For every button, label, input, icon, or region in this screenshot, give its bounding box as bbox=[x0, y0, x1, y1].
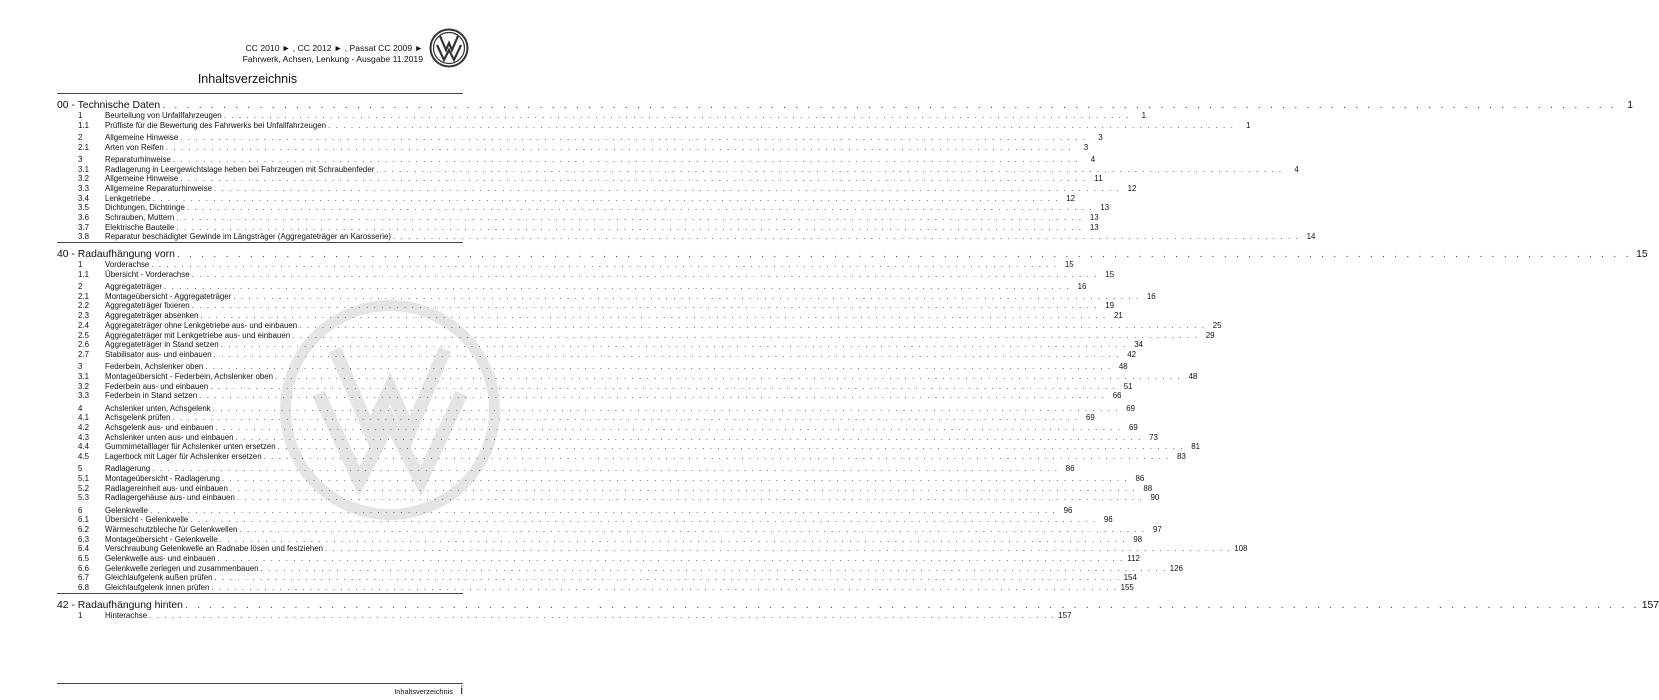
section-title: 40 - Radaufhängung vorn bbox=[57, 249, 175, 261]
leader-dots: . . . . . . . . . . . . . . . . . . . . . . . . . . . . . . . . . . . . . . . . . . . . . . . . . . . . . . . . . . . . . . . . . . . . . . . . . . . . . . . . . . . . . . . . . . . . . . . . . . . . . . . . . . . . . . . . . . . . . . . . bbox=[176, 222, 1083, 232]
entry-number: 1 bbox=[78, 110, 83, 120]
entry-page: 66 bbox=[1112, 391, 1122, 401]
toc-entry[interactable] bbox=[57, 120, 1251, 131]
leader-dots: . . . . . . . . . . . . . . . . . . . . . . . . . . . . . . . . . . . . . . . . . . . . . . . . . . . . . . . . . . . . . . . . . . . . . . . . . . . . . . . . . . . . . . . . . . . . . . . . . . . . . . . . . . . . . . . . . . . . . . . . bbox=[172, 154, 1080, 164]
entry-number: 3.7 bbox=[78, 222, 89, 232]
toc-entry[interactable] bbox=[57, 464, 1075, 474]
entry-page: 15 bbox=[1105, 269, 1115, 279]
entry-page: 14 bbox=[1306, 232, 1316, 242]
toc-section bbox=[57, 593, 1659, 621]
leader-dots: . . . . . . . . . . . . . . . . . . . . . . . . . . . . . . . . . . . . . . . . . . . . . . . . . . . . . . . . . . . . . . . . . . . . . . . . . . . . . . . . . . . . . . . . . . . . . . . . . . . . . . . . . . . . . . . . . . . . . . . . bbox=[205, 362, 1112, 372]
entry-page: 4 bbox=[1294, 164, 1299, 174]
toc-entry[interactable] bbox=[57, 403, 1136, 414]
entry-title: Gelenkwelle bbox=[105, 505, 148, 515]
page-header bbox=[0, 0, 495, 68]
entry-title: Lagerbock mit Lager für Achslenker ersetzen bbox=[105, 451, 262, 461]
entry-number: 1.1 bbox=[78, 120, 89, 130]
leader-dots: . . . . . . . . . . . . . . . . . . . . . . . . . . . . . . . . . . . . . . . . . . . . . . . . . . . . . . . . . . . . . . . . . . . . . . . . . . . . . . . . . . . . . . . . . . . . . . . . . . . . . . . . . . . . . . . . . . . . . . . . bbox=[191, 269, 1099, 279]
leader-dots: . . . . . . . . . . . . . . . . . . . . . . . . . . . . . . . . . . . . . . . . . . . . . . . . . . . . . . . . . . . . . . . . . . . . . . . . . . . . . . . . . . . . . . . . . . . . . . . . . . . . . . . . . . . . . . . . . . . . . . . . bbox=[149, 505, 1057, 515]
section-page: 157 bbox=[1641, 599, 1659, 611]
leader-dots: . . . . . . . . . . . . . . . . . . . . . . . . . . . . . . . . . . . . . . . . . . . . . . . . . . . . . . . . . . . . . . . . . . . . . . . . . . . . . . . . . . . . . . . . . . . . . . . . . . . . . . . . . . . . . . . . . . . . . . . . bbox=[212, 403, 1120, 413]
leader-dots: . . . . . . . . . . . . . . . . . . . . . . . . . . . . . . . . . . . . . . . . . . . . . . . . . . . . . . . . . . . . . . . . . . . . . . . . . . . . . . . . . . . . . . . . . . . . . . . . . . . . . . . . . . . . . . . . . . . . . . . . bbox=[233, 291, 1140, 301]
entry-page: 29 bbox=[1205, 330, 1215, 340]
toc-entry[interactable] bbox=[57, 269, 1115, 280]
entry-title: Aggregateträger ohne Lenkgetriebe aus- und einbauen bbox=[105, 320, 298, 330]
footer-label: Inhaltsverzeichnis bbox=[394, 687, 453, 696]
entry-page: 69 bbox=[1126, 403, 1136, 413]
entry-page: 19 bbox=[1105, 301, 1115, 311]
entry-title: Aggregateträger bbox=[105, 282, 163, 292]
entry-title: Gleichlaufgelenk innen prüfen bbox=[105, 583, 210, 593]
section-title: 00 - Technische Daten bbox=[57, 100, 161, 111]
entry-page: 48 bbox=[1188, 371, 1198, 381]
entry-page: 96 bbox=[1103, 515, 1113, 525]
entry-title: Gummimetalllager für Achslenker unten ersetzen bbox=[105, 442, 276, 452]
entry-title: Aggregateträger in Stand setzen bbox=[105, 340, 219, 350]
toc-entry[interactable] bbox=[57, 563, 1183, 574]
entry-title: Montageübersicht - Radlagerung bbox=[105, 473, 220, 483]
footer-page-number: i bbox=[460, 683, 463, 697]
entry-page: 21 bbox=[1114, 311, 1123, 321]
entry-number: 6.4 bbox=[78, 544, 89, 554]
toc-entry[interactable] bbox=[57, 473, 1145, 484]
entry-title: Verschraubung Gelenkwelle an Radnabe lösen und festziehen bbox=[105, 544, 324, 554]
leader-dots: . . . . . . . . . . . . . . . . . . . . . . . . . . . . . . . . . . . . . . . . . . . . . . . . . . . . . . . . . . . . . . . . . . . . . . . . . . . . . . . . . . . . . . . . . . . . . . . . . . . . . . . . . . . . . . . . . . . . . . . . bbox=[299, 320, 1206, 330]
table-of-contents bbox=[57, 93, 1659, 620]
entry-page: 3 bbox=[1083, 142, 1089, 152]
section-title: 42 - Radaufhängung hinten bbox=[57, 599, 183, 611]
toc-entry[interactable] bbox=[57, 232, 1316, 242]
leader-dots: . . . . . . . . . . . . . . . . . . . . . . . . . . . . . . . . . . . . . . . . . . . . . . . . . . . . . . . . . . . . . . . . . . . . . . . . . . . . . . . . . . . . . . . . . . . . . . . . . . . . . . . . . . . . . . . . . . . . . . . . bbox=[151, 260, 1058, 270]
entry-number: 6.5 bbox=[78, 554, 89, 564]
toc-section-heading[interactable] bbox=[57, 94, 1633, 111]
section-page: 1 bbox=[1627, 100, 1633, 111]
entry-title: Dichtungen, Dichtringe bbox=[105, 203, 185, 213]
toc-entry[interactable] bbox=[57, 391, 1122, 401]
leader-dots: . . . . . . . . . . . . . . . . . . . . . . . . . . . . . . . . . . . . . . . . . . . . . . . . . . . . . . . . . . . . . . . . . . . . . . . . . . . . . . . . . . . . . . . . . . . . . . . . . . . . . . . . . . . . . . . . . . . . . . . . bbox=[213, 349, 1120, 359]
toc-entry[interactable] bbox=[57, 260, 1074, 270]
entry-number: 3 bbox=[78, 154, 83, 164]
entry-number: 6.1 bbox=[78, 515, 89, 525]
entry-number: 2.7 bbox=[78, 349, 89, 359]
toc-entry[interactable] bbox=[57, 413, 1095, 423]
leader-dots: . . . . . . . . . . . . . . . . . . . . . . . . . . . . . . . . . . . . . . . . . . . . . . . . . . . . . . . . . . . . . . . . . . . . . . . . . . . . . . . . . . . . . . . . . . . . . . . . . . . . . . . . . . . . . . . . . . . . . . . . bbox=[176, 213, 1083, 223]
entry-title: Wärmeschutzbleche für Gelenkwellen bbox=[105, 524, 238, 534]
entry-title: Hinterachse bbox=[105, 610, 148, 620]
entry-title: Gelenkwelle zerlegen und zusammenbauen bbox=[105, 563, 259, 573]
section-page: 15 bbox=[1636, 249, 1648, 261]
toc-entry[interactable] bbox=[57, 534, 1143, 545]
entry-title: Reparatur beschädigter Gewinde im Längsträger (Aggregateträger an Karosserie) bbox=[105, 232, 391, 242]
toc-entry[interactable] bbox=[57, 524, 1162, 535]
leader-dots: . . . . . . . . . . . . . . . . . . . . . . . . . . . . . . . . . . . . . . . . . . . . . . . . . . . . . . . . . . . . . . . . . . . . . . . . . . . . . . . . . . . . . . . . . . . . . . . . . . . . . . . . . . . . . . . . . . . . . . . . bbox=[172, 413, 1079, 423]
toc-entry[interactable] bbox=[57, 610, 1072, 621]
entry-title: Federbein, Achslenker oben bbox=[105, 362, 204, 372]
entry-page: 86 bbox=[1135, 473, 1145, 483]
toc-entry[interactable] bbox=[57, 583, 1134, 593]
entry-number: 2.1 bbox=[78, 142, 89, 152]
entry-title: Reparaturhinweise bbox=[105, 154, 171, 164]
entry-number: 1 bbox=[78, 260, 83, 270]
leader-dots: . . . . . . . . . . . . . . . . . . . . . . . . . . . . . . . . . . . . . . . . . . . . . . . . . . . . . . . . . . . . . . . . . . . . . . . . . . . . . . . . . . . . . . . . . . . . . . . . . . . . . . . . . . . . . . . . . . . . . . . . bbox=[152, 193, 1059, 203]
page-title: Inhaltsverzeichnis bbox=[197, 72, 298, 86]
entry-page: 34 bbox=[1134, 340, 1143, 350]
entry-title: Montageübersicht - Federbein, Achslenker oben bbox=[105, 371, 273, 381]
entry-page: 81 bbox=[1191, 442, 1200, 452]
toc-entry[interactable] bbox=[57, 493, 1160, 503]
toc-entry[interactable] bbox=[57, 349, 1136, 360]
entry-number: 2 bbox=[78, 132, 83, 142]
toc-entry[interactable] bbox=[57, 432, 1158, 443]
leader-dots: . . . . . . . . . . . . . . . . . . . . . . . . . . . . . . . . . . . . . . . . . . . . . . . . . . . . . . . . . . . . . . . . . . . . . . . . . . . . . . . . . . . . . . . . . . . . . . . . . . . . . . . . . . . . . . . . . . . . . . . . bbox=[164, 282, 1071, 292]
leader-dots: . . . . . . . . . . . . . . . . . . . . . . . . . . . . . . . . . . . . . . . . . . . . . . . . . . . . . . . . . . . . . . . . . . . . . . . . . . . . . . . . . . . . . . . . . . . . . . . . . . . . . . . . . . . . . . . . . . . . . . . . bbox=[165, 142, 1073, 152]
entry-title: Gelenkwelle aus- und einbauen bbox=[105, 554, 216, 564]
entry-title: Federbein aus- und einbauen bbox=[105, 381, 209, 391]
leader-dots: . . . . . . . . . . . . . . . . . . . . . . . . . . . . . . . . . . . . . . . . . . . . . . . . . . . . . . . . . . . . . . . . . . . . . . . . . . . . . . . . . . . . . . . . . . . . . . . . . . . . . . . . . . . . . . . . . . . . . . . . bbox=[328, 120, 1235, 130]
entry-title: Allgemeine Hinweise bbox=[105, 132, 179, 142]
leader-dots: . . . . . . . . . . . . . . . . . . . . . . . . . . . . . . . . . . . . . . . . . . . . . . . . . . . . . . . . . . . . . . . . . . . . . . . . . . . . . . . . . . . . . . . . . . . . . . . . . . . . . . . . . . . . . . . . . . . . . . . . bbox=[239, 524, 1146, 534]
leader-dots: . . . . . . . . . . . . . . . . . . . . . . . . . . . . . . . . . . . . . . . . . . . . . . . . . . . . . . . . . . . . . . . . . . . . . . . . . . . . . . . . . . . . . . . . . . . . . . . . . . . . . . . . . . . . . . . . . . . . . . . . bbox=[229, 483, 1137, 493]
leader-dots: . . . . . . . . . . . . . . . . . . . . . . . . . . . . . . . . . . . . . . . . . . . . . . . . . . . . . . . . . . . . . . . . . . . . . . . . . . . . . . . . . . . . . . . . . . . . . . . . . . . . . . . . . . . . . . . . . . . . . . . . bbox=[162, 100, 1617, 111]
leader-dots: . . . . . . . . . . . . . . . . . . . . . . . . . . . . . . . . . . . . . . . . . . . . . . . . . . . . . . . . . . . . . . . . . . . . . . . . . . . . . . . . . . . . . . . . . . . . . . . . . . . . . . . . . . . . . . . . . . . . . . . . bbox=[191, 301, 1099, 311]
entry-number: 3.5 bbox=[78, 203, 89, 213]
leader-dots: . . . . . . . . . . . . . . . . . . . . . . . . . . . . . . . . . . . . . . . . . . . . . . . . . . . . . . . . . . . . . . . . . . . . . . . . . . . . . . . . . . . . . . . . . . . . . . . . . . . . . . . . . . . . . . . . . . . . . . . . bbox=[275, 371, 1182, 381]
entry-page: 1 bbox=[1141, 110, 1147, 120]
entry-page: 112 bbox=[1127, 554, 1140, 564]
entry-page: 12 bbox=[1066, 193, 1075, 203]
leader-dots: . . . . . . . . . . . . . . . . . . . . . . . . . . . . . . . . . . . . . . . . . . . . . . . . . . . . . . . . . . . . . . . . . . . . . . . . . . . . . . . . . . . . . . . . . . . . . . . . . . . . . . . . . . . . . . . . . . . . . . . . bbox=[376, 164, 1283, 174]
toc-entry[interactable] bbox=[57, 311, 1123, 321]
entry-number: 4.3 bbox=[78, 432, 89, 442]
vw-logo-icon bbox=[429, 28, 469, 68]
entry-page: 15 bbox=[1064, 260, 1074, 270]
toc-entry[interactable] bbox=[57, 213, 1099, 223]
leader-dots: . . . . . . . . . . . . . . . . . . . . . . . . . . . . . . . . . . . . . . . . . . . . . . . . . . . . . . . . . . . . . . . . . . . . . . . . . . . . . . . . . . . . . . . . . . . . . . . . . . . . . . . . . . . . . . . . . . . . . . . . bbox=[180, 174, 1087, 184]
entry-title: Achslenker unten aus- und einbauen bbox=[105, 432, 234, 442]
leader-dots: . . . . . . . . . . . . . . . . . . . . . . . . . . . . . . . . . . . . . . . . . . . . . . . . . . . . . . . . . . . . . . . . . . . . . . . . . . . . . . . . . . . . . . . . . . . . . . . . . . . . . . . . . . . . . . . . . . . . . . . . bbox=[149, 610, 1056, 620]
entry-page: 16 bbox=[1077, 282, 1087, 292]
toc-entry[interactable] bbox=[57, 203, 1110, 213]
entry-number: 3 bbox=[78, 362, 83, 372]
toc-entry[interactable] bbox=[57, 573, 1137, 583]
entry-title: Gleichlaufgelenk außen prüfen bbox=[105, 573, 213, 583]
entry-number: 5.1 bbox=[78, 473, 89, 483]
entry-number: 4.1 bbox=[78, 413, 89, 423]
toc-entry[interactable] bbox=[57, 362, 1128, 372]
entry-number: 3.4 bbox=[78, 193, 89, 203]
entry-number: 3.3 bbox=[78, 183, 89, 193]
entry-number: 2.1 bbox=[78, 291, 89, 301]
leader-dots: . . . . . . . . . . . . . . . . . . . . . . . . . . . . . . . . . . . . . . . . . . . . . . . . . . . . . . . . . . . . . . . . . . . . . . . . . . . . . . . . . . . . . . . . . . . . . . . . . . . . . . . . . . . . . . . . . . . . . . . . bbox=[221, 473, 1129, 483]
entry-page: 97 bbox=[1153, 524, 1162, 534]
entry-page: 13 bbox=[1089, 213, 1099, 223]
entry-page: 83 bbox=[1177, 451, 1186, 461]
entry-title: Übersicht - Vorderachse bbox=[105, 269, 190, 279]
toc-entry[interactable] bbox=[57, 505, 1073, 516]
toc-entry[interactable] bbox=[57, 340, 1143, 350]
entry-title: Beurteilung von Unfallfahrzeugen bbox=[105, 110, 222, 120]
entry-title: Montageübersicht - Aggregateträger bbox=[105, 291, 232, 301]
model-line: CC 2010 ► , CC 2012 ► , Passat CC 2009 ► bbox=[245, 43, 423, 53]
entry-page: 69 bbox=[1085, 413, 1095, 423]
toc-entry[interactable] bbox=[57, 371, 1198, 382]
toc-entry[interactable] bbox=[57, 154, 1096, 165]
entry-number: 3.6 bbox=[78, 213, 89, 223]
entry-page: 51 bbox=[1123, 381, 1133, 391]
toc-entry[interactable] bbox=[57, 320, 1222, 331]
entry-number: 4.2 bbox=[78, 422, 89, 432]
entry-number: 2 bbox=[78, 282, 83, 292]
leader-dots: . . . . . . . . . . . . . . . . . . . . . . . . . . . . . . . . . . . . . . . . . . . . . . . . . . . . . . . . . . . . . . . . . . . . . . . . . . . . . . . . . . . . . . . . . . . . . . . . . . . . . . . . . . . . . . . . . . . . . . . . bbox=[292, 330, 1199, 340]
entry-number: 3.3 bbox=[78, 391, 89, 401]
entry-number: 4 bbox=[78, 403, 83, 413]
leader-dots: . . . . . . . . . . . . . . . . . . . . . . . . . . . . . . . . . . . . . . . . . . . . . . . . . . . . . . . . . . . . . . . . . . . . . . . . . . . . . . . . . . . . . . . . . . . . . . . . . . . . . . . . . . . . . . . . . . . . . . . . bbox=[217, 554, 1124, 564]
toc-entry[interactable] bbox=[57, 110, 1147, 121]
leader-dots: . . . . . . . . . . . . . . . . . . . . . . . . . . . . . . . . . . . . . . . . . . . . . . . . . . . . . . . . . . . . . . . . . . . . . . . . . . . . . . . . . . . . . . . . . . . . . . . . . . . . . . . . . . . . . . . . . . . . . . . . bbox=[152, 464, 1059, 474]
toc-entry[interactable] bbox=[57, 422, 1138, 433]
toc-section bbox=[57, 93, 1633, 242]
toc-entry[interactable] bbox=[57, 301, 1115, 311]
toc-section-heading[interactable] bbox=[57, 243, 1648, 261]
entry-title: Schrauben, Muttern bbox=[105, 213, 175, 223]
entry-page: 1 bbox=[1246, 120, 1251, 130]
entry-page: 13 bbox=[1100, 203, 1110, 213]
entry-page: 108 bbox=[1234, 544, 1248, 554]
entry-number: 6.8 bbox=[78, 583, 89, 593]
leader-dots: . . . . . . . . . . . . . . . . . . . . . . . . . . . . . . . . . . . . . . . . . . . . . . . . . . . . . . . . . . . . . . . . . . . . . . . . . . . . . . . . . . . . . . . . . . . . . . . . . . . . . . . . . . . . . . . . . . . . . . . . bbox=[214, 183, 1121, 193]
entry-page: 16 bbox=[1146, 291, 1156, 301]
entry-page: 69 bbox=[1128, 422, 1138, 432]
entry-number: 4.5 bbox=[78, 451, 89, 461]
toc-entry[interactable] bbox=[57, 222, 1099, 233]
leader-dots: . . . . . . . . . . . . . . . . . . . . . . . . . . . . . . . . . . . . . . . . . . . . . . . . . . . . . . . . . . . . . . . . . . . . . . . . . . . . . . . . . . . . . . . . . . . . . . . . . . . . . . . . . . . . . . . . . . . . . . . . bbox=[220, 340, 1127, 350]
entry-number: 1.1 bbox=[78, 269, 89, 279]
leader-dots: . . . . . . . . . . . . . . . . . . . . . . . . . . . . . . . . . . . . . . . . . . . . . . . . . . . . . . . . . . . . . . . . . . . . . . . . . . . . . . . . . . . . . . . . . . . . . . . . . . . . . . . . . . . . . . . . . . . . . . . . bbox=[223, 110, 1131, 120]
entry-title: Übersicht - Gelenkwelle bbox=[105, 515, 189, 525]
toc-entry[interactable] bbox=[57, 451, 1186, 462]
entry-number: 3.8 bbox=[78, 232, 89, 242]
leader-dots: . . . . . . . . . . . . . . . . . . . . . . . . . . . . . . . . . . . . . . . . . . . . . . . . . . . . . . . . . . . . . . . . . . . . . . . . . . . . . . . . . . . . . . . . . . . . . . . . . . . . . . . . . . . . . . . . . . . . . . . . bbox=[392, 232, 1300, 242]
toc-section bbox=[57, 242, 1648, 593]
leader-dots: . . . . . . . . . . . . . . . . . . . . . . . . . . . . . . . . . . . . . . . . . . . . . . . . . . . . . . . . . . . . . . . . . . . . . . . . . . . . . . . . . . . . . . . . . . . . . . . . . . . . . . . . . . . . . . . . . . . . . . . . bbox=[214, 573, 1121, 583]
entry-title: Allgemeine Hinweise bbox=[105, 174, 179, 184]
leader-dots: . . . . . . . . . . . . . . . . . . . . . . . . . . . . . . . . . . . . . . . . . . . . . . . . . . . . . . . . . . . . . . . . . . . . . . . . . . . . . . . . . . . . . . . . . . . . . . . . . . . . . . . . . . . . . . . . . . . . . . . . bbox=[235, 432, 1142, 442]
entry-page: 4 bbox=[1090, 154, 1096, 164]
leader-dots: . . . . . . . . . . . . . . . . . . . . . . . . . . . . . . . . . . . . . . . . . . . . . . . . . . . . . . . . . . . . . . . . . . . . . . . . . . . . . . . . . . . . . . . . . . . . . . . . . . . . . . . . . . . . . . . . . . . . . . . . bbox=[176, 249, 1632, 261]
leader-dots: . . . . . . . . . . . . . . . . . . . . . . . . . . . . . . . . . . . . . . . . . . . . . . . . . . . . . . . . . . . . . . . . . . . . . . . . . . . . . . . . . . . . . . . . . . . . . . . . . . . . . . . . . . . . . . . . . . . . . . . . bbox=[260, 563, 1167, 573]
entry-page: 126 bbox=[1169, 563, 1183, 573]
entry-number: 2.3 bbox=[78, 311, 89, 321]
entry-title: Radlagereinheit aus- und einbauen bbox=[105, 483, 228, 493]
entry-number: 2.6 bbox=[78, 340, 89, 350]
entry-page: 88 bbox=[1143, 483, 1153, 493]
entry-page: 42 bbox=[1127, 349, 1136, 359]
entry-number: 3.1 bbox=[78, 371, 89, 381]
entry-number: 5.2 bbox=[78, 483, 89, 493]
entry-page: 48 bbox=[1118, 362, 1128, 372]
leader-dots: . . . . . . . . . . . . . . . . . . . . . . . . . . . . . . . . . . . . . . . . . . . . . . . . . . . . . . . . . . . . . . . . . . . . . . . . . . . . . . . . . . . . . . . . . . . . . . . . . . . . . . . . . . . . . . . . . . . . . . . . bbox=[180, 132, 1087, 142]
entry-page: 25 bbox=[1212, 320, 1222, 330]
entry-title: Vorderachse bbox=[105, 260, 150, 270]
entry-number: 6.6 bbox=[78, 563, 89, 573]
leader-dots: . . . . . . . . . . . . . . . . . . . . . . . . . . . . . . . . . . . . . . . . . . . . . . . . . . . . . . . . . . . . . . . . . . . . . . . . . . . . . . . . . . . . . . . . . . . . . . . . . . . . . . . . . . . . . . . . . . . . . . . . bbox=[236, 493, 1144, 503]
leader-dots: . . . . . . . . . . . . . . . . . . . . . . . . . . . . . . . . . . . . . . . . . . . . . . . . . . . . . . . . . . . . . . . . . . . . . . . . . . . . . . . . . . . . . . . . . . . . . . . . . . . . . . . . . . . . . . . . . . . . . . . . bbox=[184, 599, 1640, 611]
leader-dots: . . . . . . . . . . . . . . . . . . . . . . . . . . . . . . . . . . . . . . . . . . . . . . . . . . . . . . . . . . . . . . . . . . . . . . . . . . . . . . . . . . . . . . . . . . . . . . . . . . . . . . . . . . . . . . . . . . . . . . . . bbox=[199, 391, 1106, 401]
leader-dots: . . . . . . . . . . . . . . . . . . . . . . . . . . . . . . . . . . . . . . . . . . . . . . . . . . . . . . . . . . . . . . . . . . . . . . . . . . . . . . . . . . . . . . . . . . . . . . . . . . . . . . . . . . . . . . . . . . . . . . . . bbox=[211, 583, 1118, 593]
entry-title: Radlagerung bbox=[105, 464, 151, 474]
leader-dots: . . . . . . . . . . . . . . . . . . . . . . . . . . . . . . . . . . . . . . . . . . . . . . . . . . . . . . . . . . . . . . . . . . . . . . . . . . . . . . . . . . . . . . . . . . . . . . . . . . . . . . . . . . . . . . . . . . . . . . . . bbox=[325, 544, 1232, 554]
entry-page: 96 bbox=[1063, 505, 1073, 515]
edition-line: Fahrwerk, Achsen, Lenkung - Ausgabe 11.2019 bbox=[242, 54, 423, 64]
entry-page: 98 bbox=[1133, 534, 1143, 544]
toc-entry[interactable] bbox=[57, 544, 1248, 554]
entry-number: 5 bbox=[78, 464, 83, 474]
entry-number: 1 bbox=[78, 610, 83, 620]
entry-title: Montageübersicht - Gelenkwelle bbox=[105, 534, 218, 544]
entry-title: Aggregateträger mit Lenkgetriebe aus- und einbauen bbox=[105, 330, 291, 340]
entry-number: 5.3 bbox=[78, 493, 89, 503]
page-footer bbox=[57, 683, 463, 697]
entry-page: 3 bbox=[1098, 132, 1103, 142]
leader-dots: . . . . . . . . . . . . . . . . . . . . . . . . . . . . . . . . . . . . . . . . . . . . . . . . . . . . . . . . . . . . . . . . . . . . . . . . . . . . . . . . . . . . . . . . . . . . . . . . . . . . . . . . . . . . . . . . . . . . . . . . bbox=[263, 451, 1170, 461]
entry-title: Federbein in Stand setzen bbox=[105, 391, 198, 401]
entry-number: 3.2 bbox=[78, 381, 89, 391]
leader-dots: . . . . . . . . . . . . . . . . . . . . . . . . . . . . . . . . . . . . . . . . . . . . . . . . . . . . . . . . . . . . . . . . . . . . . . . . . . . . . . . . . . . . . . . . . . . . . . . . . . . . . . . . . . . . . . . . . . . . . . . . bbox=[200, 311, 1107, 321]
toc-entry[interactable] bbox=[57, 193, 1075, 204]
entry-number: 2.5 bbox=[78, 330, 89, 340]
entry-title: Aggregateträger absenken bbox=[105, 311, 199, 321]
entry-number: 4.4 bbox=[78, 442, 89, 452]
entry-page: 12 bbox=[1127, 183, 1137, 193]
toc-entry[interactable] bbox=[57, 132, 1103, 143]
entry-title: Prüfliste für die Bewertung des Fahrwerks bei Unfallfahrzeugen bbox=[105, 120, 327, 130]
entry-title: Lenkgetriebe bbox=[105, 193, 151, 203]
entry-title: Achsgelenk prüfen bbox=[105, 413, 171, 423]
toc-entry[interactable] bbox=[57, 483, 1153, 494]
entry-page: 154 bbox=[1123, 573, 1137, 583]
toc-entry[interactable] bbox=[57, 174, 1103, 184]
entry-number: 2.2 bbox=[78, 301, 89, 311]
entry-title: Stabilisator aus- und einbauen bbox=[105, 349, 212, 359]
leader-dots: . . . . . . . . . . . . . . . . . . . . . . . . . . . . . . . . . . . . . . . . . . . . . . . . . . . . . . . . . . . . . . . . . . . . . . . . . . . . . . . . . . . . . . . . . . . . . . . . . . . . . . . . . . . . . . . . . . . . . . . . bbox=[186, 203, 1094, 213]
entry-title: Achsgelenk aus- und einbauen bbox=[105, 422, 214, 432]
leader-dots: . . . . . . . . . . . . . . . . . . . . . . . . . . . . . . . . . . . . . . . . . . . . . . . . . . . . . . . . . . . . . . . . . . . . . . . . . . . . . . . . . . . . . . . . . . . . . . . . . . . . . . . . . . . . . . . . . . . . . . . . bbox=[210, 381, 1117, 391]
entry-page: 73 bbox=[1149, 432, 1158, 442]
toc-entry[interactable] bbox=[57, 330, 1215, 341]
leader-dots: . . . . . . . . . . . . . . . . . . . . . . . . . . . . . . . . . . . . . . . . . . . . . . . . . . . . . . . . . . . . . . . . . . . . . . . . . . . . . . . . . . . . . . . . . . . . . . . . . . . . . . . . . . . . . . . . . . . . . . . . bbox=[215, 422, 1122, 432]
entry-page: 155 bbox=[1120, 583, 1134, 593]
entry-number: 3.1 bbox=[78, 164, 89, 174]
entry-page: 13 bbox=[1089, 222, 1099, 232]
leader-dots: . . . . . . . . . . . . . . . . . . . . . . . . . . . . . . . . . . . . . . . . . . . . . . . . . . . . . . . . . . . . . . . . . . . . . . . . . . . . . . . . . . . . . . . . . . . . . . . . . . . . . . . . . . . . . . . . . . . . . . . . bbox=[190, 515, 1097, 525]
entry-title: Aggregateträger fixieren bbox=[105, 301, 190, 311]
entry-number: 6 bbox=[78, 505, 83, 515]
entry-title: Achslenker unten, Achsgelenk bbox=[105, 403, 211, 413]
toc-entry[interactable] bbox=[57, 442, 1200, 452]
toc-entry[interactable] bbox=[57, 164, 1299, 175]
leader-dots: . . . . . . . . . . . . . . . . . . . . . . . . . . . . . . . . . . . . . . . . . . . . . . . . . . . . . . . . . . . . . . . . . . . . . . . . . . . . . . . . . . . . . . . . . . . . . . . . . . . . . . . . . . . . . . . . . . . . . . . . bbox=[277, 442, 1184, 452]
entry-page: 90 bbox=[1150, 493, 1160, 503]
toc-entry[interactable] bbox=[57, 142, 1089, 153]
toc-entry[interactable] bbox=[57, 282, 1087, 292]
entry-number: 2.4 bbox=[78, 320, 89, 330]
entry-title: Radlagergehäuse aus- und einbauen bbox=[105, 493, 235, 503]
entry-title: Radlagerung in Leergewichtslage heben bei Fahrzeugen mit Schraubenfeder bbox=[105, 164, 375, 174]
entry-page: 11 bbox=[1094, 174, 1103, 184]
entry-number: 3.2 bbox=[78, 174, 89, 184]
entry-page: 157 bbox=[1058, 610, 1072, 620]
toc-entry[interactable] bbox=[57, 381, 1133, 392]
toc-entry[interactable] bbox=[57, 183, 1137, 194]
toc-entry[interactable] bbox=[57, 554, 1140, 564]
entry-number: 6.7 bbox=[78, 573, 89, 583]
toc-entry[interactable] bbox=[57, 515, 1113, 525]
entry-page: 86 bbox=[1065, 464, 1075, 474]
toc-section-heading[interactable] bbox=[57, 594, 1659, 611]
entry-title: Elektrische Bauteile bbox=[105, 222, 175, 232]
entry-number: 6.3 bbox=[78, 534, 89, 544]
entry-number: 6.2 bbox=[78, 524, 89, 534]
leader-dots: . . . . . . . . . . . . . . . . . . . . . . . . . . . . . . . . . . . . . . . . . . . . . . . . . . . . . . . . . . . . . . . . . . . . . . . . . . . . . . . . . . . . . . . . . . . . . . . . . . . . . . . . . . . . . . . . . . . . . . . . bbox=[219, 534, 1127, 544]
entry-title: Arten von Reifen bbox=[105, 142, 164, 152]
entry-title: Allgemeine Reparaturhinweise bbox=[105, 183, 213, 193]
toc-entry[interactable] bbox=[57, 291, 1156, 302]
